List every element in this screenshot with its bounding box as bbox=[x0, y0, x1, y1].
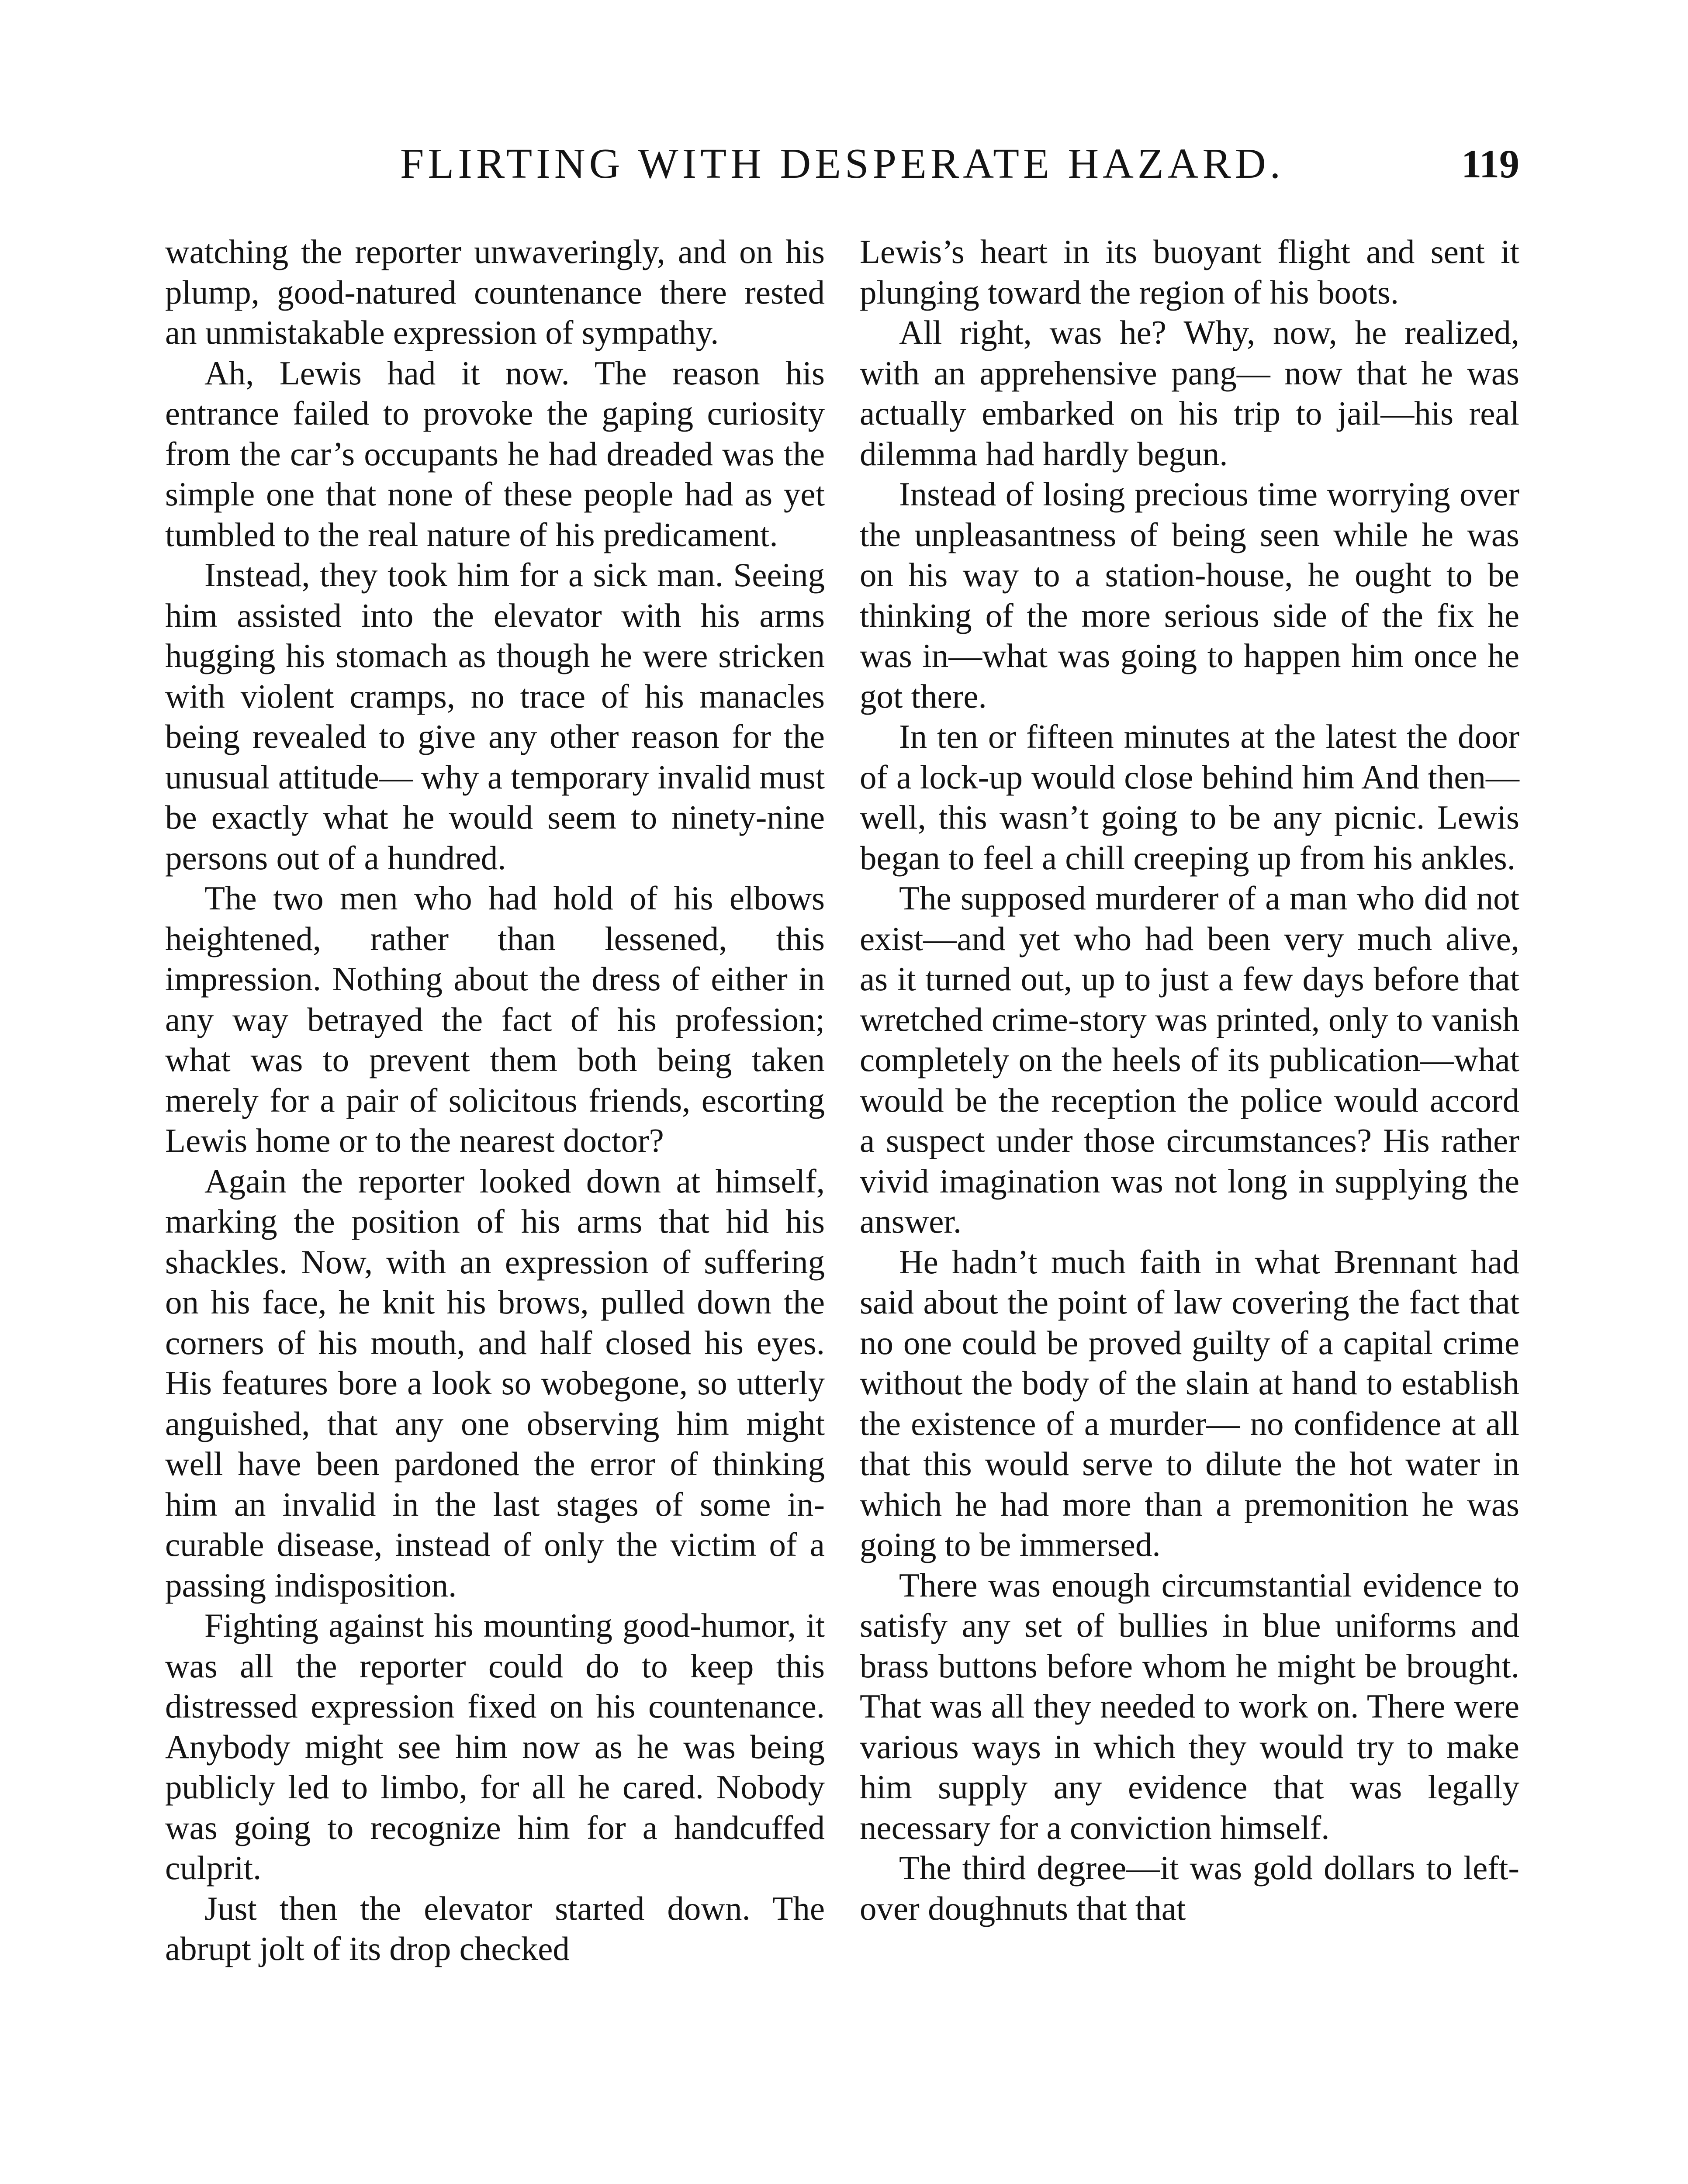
paragraph: Lewis’s heart in its buoyant flight and sent it plunging toward the region of his boots. bbox=[860, 233, 1519, 311]
running-title: FLIRTING WITH DESPERATE HAZARD. bbox=[400, 140, 1285, 187]
paragraph: The two men who had hold of his elbows heightened, rather than lessened, this impression. Nothing about the dress of either in any way betrayed the fact of his profession; what was to prevent them both being taken merely for a pair of solicitous friends, escorting Lewis home or to the nearest doctor? bbox=[165, 879, 825, 1159]
paragraph: Again the reporter looked down at himself, marking the position of his arms that hid his shackles. Now, with an expression of suffering on his face, he knit his brows, pulled down the corners of his mouth, and half closed his eyes. His features bore a look so wobegone, so utterly anguished, that any one observing him might well have been pardoned the error of thinking him an invalid in the last stages of some incurable disease, instead of only the victim of a passing indisposition. bbox=[165, 1162, 825, 1604]
paragraph: Ah, Lewis had it now. The reason his entrance failed to provoke the gaping curiosity from the car’s occupants he had dreaded was the simple one that none of these people had as yet tumbled to the real nature of his predicament. bbox=[165, 354, 825, 553]
paragraph: In ten or fifteen minutes at the latest the door of a lock-up would close behind him And then—well, this wasn’t going to be any picnic. Lewis began to feel a chill creeping up from his ankles. bbox=[860, 718, 1519, 877]
paragraph: He hadn’t much faith in what Brennant had said about the point of law covering the fact that no one could be proved guilty of a capital crime without the body of the slain at hand to establish the existence of a murder— no confidence at all that this would serve to dilute the hot water in which he had more than a premonition he was going to be immersed. bbox=[860, 1243, 1519, 1563]
page-header bbox=[165, 131, 1519, 197]
left-column bbox=[165, 232, 825, 1969]
paragraph: There was enough circumstantial evidence to satisfy any set of bullies in blue uniforms and brass buttons before whom he might be brought. That was all they needed to work on. There were various ways in which they would try to make him supply any evidence that was legally necessary for a conviction himself. bbox=[860, 1566, 1519, 1846]
right-column bbox=[860, 232, 1519, 1928]
paragraph: All right, was he? Why, now, he realized, with an apprehensive pang— now that he was actually embarked on his trip to jail—his real dilemma had hardly begun. bbox=[860, 314, 1519, 473]
paragraph: Instead of losing precious time worrying over the unpleasantness of being seen while he was on his way to a station-house, he ought to be thinking of the more serious side of the fix he was in—what was going to happen him once he got there. bbox=[860, 475, 1519, 715]
paragraph: Instead, they took him for a sick man. Seeing him assisted into the elevator with his arms hugging his stomach as though he were stricken with violent cramps, no trace of his manacles being revealed to give any other reason for the unusual attitude— why a temporary invalid must be exactly what he would seem to ninety-nine persons out of a hundred. bbox=[165, 556, 825, 877]
paragraph: The third degree—it was gold dollars to left-over doughnuts that that bbox=[860, 1849, 1519, 1927]
paragraph: watching the reporter unwaveringly, and on his plump, good-natured countenance there rested an unmistakable expression of sympathy. bbox=[165, 233, 825, 351]
page-number: 119 bbox=[1461, 142, 1519, 186]
paragraph: Fighting against his mounting good-humor, it was all the reporter could do to keep this distressed expression fixed on his countenance. Anybody might see him now as he was being publicly led to limbo, for all he cared. Nobody was going to recognize him for a handcuffed culprit. bbox=[165, 1607, 825, 1887]
paragraph: Just then the elevator started down. The abrupt jolt of its drop checked bbox=[165, 1889, 825, 1967]
paragraph: The supposed murderer of a man who did not exist—and yet who had been very much alive, as it turned out, up to just a few days before that wretched crime-story was printed, only to vanish completely on the heels of its publication—what would be the reception the police would accord a suspect under those circumstances? His rather vivid imagination was not long in supplying the answer. bbox=[860, 879, 1519, 1240]
